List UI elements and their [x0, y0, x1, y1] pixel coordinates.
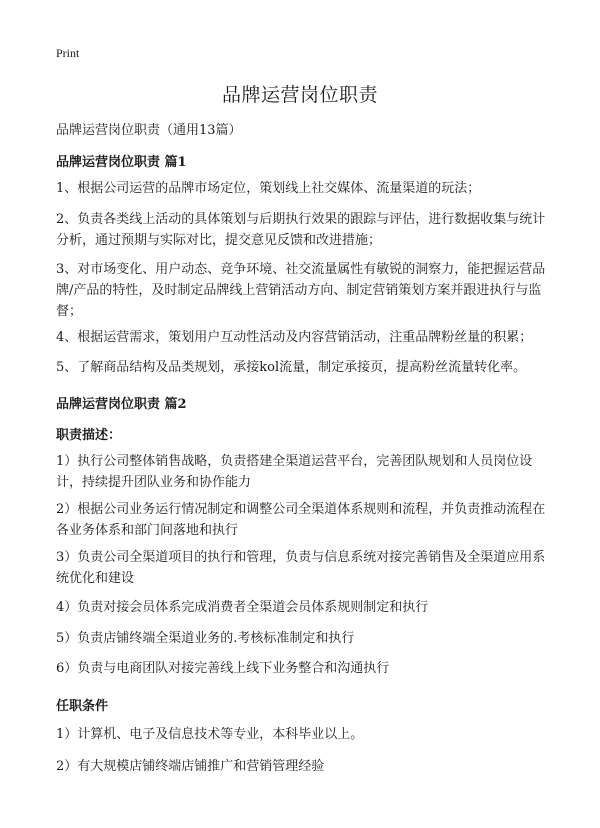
- section1-item-2: 2、负责各类线上活动的具体策划与后期执行效果的跟踪与评估，进行数据收集与统计分析，通过预期与实际对比，提交意见反馈和改进措施；: [56, 212, 546, 248]
- requirement-item-2: 2）有大规模店铺终端店铺推广和营销管理经验: [56, 759, 325, 774]
- page-title: 品牌运营岗位职责: [221, 84, 378, 106]
- requirement-item-1: 1）计算机、电子及信息技术等专业，本科毕业以上。: [56, 727, 364, 742]
- section1-item-1: 1、根据公司运营的品牌市场定位，策划线上社交媒体、流量渠道的玩法；: [56, 181, 481, 196]
- section1-item-3: 3、对市场变化、用户动态、竞争环境、社交流量属性有敏锐的洞察力，能把握运营品牌/产品的特性，及时制定品牌线上营销活动方向、制定营销策划方案并跟进执行与监督；: [56, 262, 546, 319]
- duty-item-2: 2）根据公司业务运行情况制定和调整公司全渠道体系规则和流程，并负责推动流程在各业务体系和部门间落地和执行: [56, 502, 546, 538]
- duty-item-3: 3）负责公司全渠道项目的执行和管理，负责与信息系统对接完善销售及全渠道应用系统优化和建设: [56, 550, 546, 586]
- document-subtitle: 品牌运营岗位职责（通用13篇）: [56, 123, 242, 138]
- duty-item-5: 5）负责店铺终端全渠道业务的.考核标准制定和执行: [56, 631, 355, 646]
- section2-heading: 品牌运营岗位职责 篇2: [56, 397, 187, 412]
- duty-item-1: 1）执行公司整体销售战略，负责搭建全渠道运营平台，完善团队规划和人员岗位设计，持续提升团队业务和协作能力: [56, 454, 533, 490]
- print-link[interactable]: Print: [56, 46, 80, 60]
- duties-heading: 职责描述：: [56, 428, 122, 443]
- duty-item-6: 6）负责与电商团队对接完善线上线下业务整合和沟通执行: [56, 661, 390, 676]
- duty-item-4: 4）负责对接会员体系完成消费者全渠道会员体系规则制定和执行: [56, 600, 429, 615]
- section1-item-5: 5、了解商品结构及品类规划，承接kol流量，制定承接页，提高粉丝流量转化率。: [56, 360, 527, 375]
- section1-item-4: 4、根据运营需求，策划用户互动性活动及内容营销活动，注重品牌粉丝量的积累；: [56, 330, 533, 345]
- section1-heading: 品牌运营岗位职责 篇1: [56, 155, 187, 170]
- requirements-heading: 任职条件: [56, 699, 109, 714]
